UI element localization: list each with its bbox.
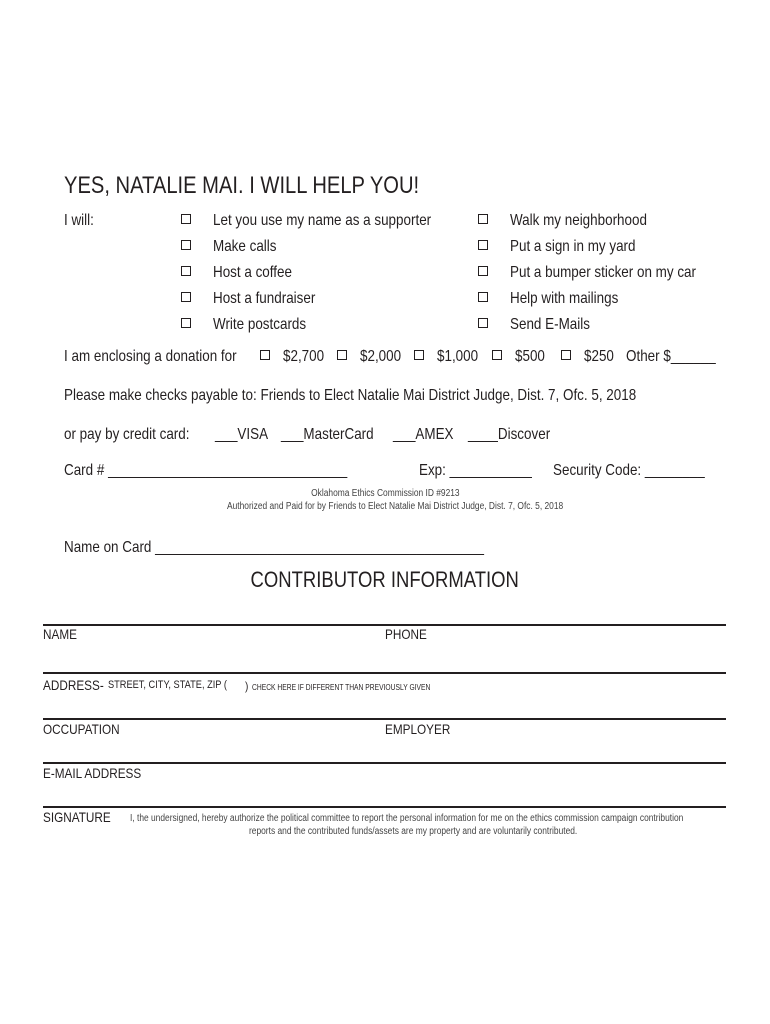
checkbox[interactable] <box>181 266 191 276</box>
donation-option-2000[interactable] <box>337 348 409 366</box>
address-detail-label: STREET, CITY, STATE, ZIP ( <box>108 679 227 691</box>
name-on-card-field[interactable]: Name on Card ____________________________________________ <box>64 539 485 556</box>
name-field-label: NAME <box>43 626 77 642</box>
i-will-label: I will: <box>64 212 94 229</box>
donation-amount: $2,000 <box>360 348 402 365</box>
checkbox[interactable] <box>337 350 347 360</box>
checkbox[interactable] <box>478 318 488 328</box>
option-label: Walk my neighborhood <box>510 212 648 229</box>
authorization-statement-line2: reports and the contributed funds/assets are my property and are voluntarily contributed. <box>249 826 578 837</box>
option-label: Put a sign in my yard <box>510 238 636 255</box>
donation-option-2700[interactable] <box>260 348 332 366</box>
address-field-label: ADDRESS- <box>43 677 104 693</box>
signature-field-label: SIGNATURE <box>43 809 111 825</box>
volunteer-option-name-supporter[interactable] <box>181 212 473 230</box>
volunteer-option-yard-sign[interactable] <box>478 238 660 256</box>
option-label: Write postcards <box>213 316 307 333</box>
option-label: Host a fundraiser <box>213 290 316 307</box>
checkbox[interactable] <box>181 292 191 302</box>
donation-option-1000[interactable] <box>414 348 486 366</box>
security-code-field[interactable]: Security Code: ________ <box>553 462 705 479</box>
volunteer-option-bumper-sticker[interactable] <box>478 264 732 282</box>
occupation-field-label: OCCUPATION <box>43 721 120 737</box>
volunteer-option-send-emails[interactable] <box>478 316 606 334</box>
phone-field-label: PHONE <box>385 626 427 642</box>
donation-amount: $500 <box>515 348 546 365</box>
volunteer-option-make-calls[interactable] <box>181 238 289 256</box>
card-number-field[interactable]: Card # ________________________________ <box>64 462 348 479</box>
checkbox[interactable] <box>492 350 502 360</box>
checkbox[interactable] <box>414 350 424 360</box>
divider <box>43 762 726 764</box>
divider <box>43 718 726 720</box>
donation-other-field[interactable]: Other $______ <box>626 348 716 365</box>
checks-payable-text: Please make checks payable to: Friends to Elect Natalie Mai District Judge, Dist. 7, Ofc. 5, 2018 <box>64 387 637 404</box>
donation-option-250[interactable] <box>561 348 620 366</box>
contributor-heading: CONTRIBUTOR INFORMATION <box>250 567 520 592</box>
form-heading: YES, NATALIE MAI. I WILL HELP YOU! <box>64 172 420 199</box>
card-option-mastercard[interactable]: ___MasterCard <box>281 426 374 443</box>
checkbox[interactable] <box>181 240 191 250</box>
option-label: Host a coffee <box>213 264 293 281</box>
option-label: Make calls <box>213 238 277 255</box>
address-change-checkbox[interactable]: ) <box>245 679 249 693</box>
option-label: Help with mailings <box>510 290 619 307</box>
checkbox[interactable] <box>478 292 488 302</box>
divider <box>43 806 726 808</box>
checkbox[interactable] <box>478 214 488 224</box>
donation-label: I am enclosing a donation for <box>64 348 237 365</box>
option-label: Send E-Mails <box>510 316 591 333</box>
checkbox[interactable] <box>478 266 488 276</box>
donation-amount: $250 <box>584 348 615 365</box>
checkbox[interactable] <box>260 350 270 360</box>
paid-for-disclaimer: Authorized and Paid for by Friends to Elect Natalie Mai District Judge, Dist. 7, Ofc. 5, 2018 <box>226 501 564 512</box>
checkbox[interactable] <box>478 240 488 250</box>
checkbox[interactable] <box>181 318 191 328</box>
option-label: Let you use my name as a supporter <box>213 212 432 229</box>
credit-card-label: or pay by credit card: <box>64 426 190 443</box>
divider <box>43 672 726 674</box>
employer-field-label: EMPLOYER <box>385 721 451 737</box>
volunteer-option-mailings[interactable] <box>478 290 639 308</box>
ethics-id: Oklahoma Ethics Commission ID #9213 <box>310 488 460 499</box>
card-option-discover[interactable]: ____Discover <box>468 426 551 443</box>
volunteer-option-write-postcards[interactable] <box>181 316 324 334</box>
donation-amount: $2,700 <box>283 348 325 365</box>
volunteer-option-host-coffee[interactable] <box>181 264 307 282</box>
donation-amount: $1,000 <box>437 348 479 365</box>
card-expiry-field[interactable]: Exp: ___________ <box>419 462 532 479</box>
volunteer-option-host-fundraiser[interactable] <box>181 290 335 308</box>
card-option-visa[interactable]: ___VISA <box>215 426 269 443</box>
option-label: Put a bumper sticker on my car <box>510 264 697 281</box>
authorization-statement-line1: I, the undersigned, hereby authorize the political committee to report the personal information for me on the ethics commission campaign contribution <box>130 813 684 824</box>
checkbox[interactable] <box>181 214 191 224</box>
address-change-note: CHECK HERE IF DIFFERENT THAN PREVIOUSLY GIVEN <box>252 683 431 692</box>
checkbox[interactable] <box>561 350 571 360</box>
email-field-label: E-MAIL ADDRESS <box>43 765 142 781</box>
volunteer-option-walk-neighborhood[interactable] <box>478 212 674 230</box>
card-option-amex[interactable]: ___AMEX <box>393 426 454 443</box>
donation-option-500[interactable] <box>492 348 551 366</box>
